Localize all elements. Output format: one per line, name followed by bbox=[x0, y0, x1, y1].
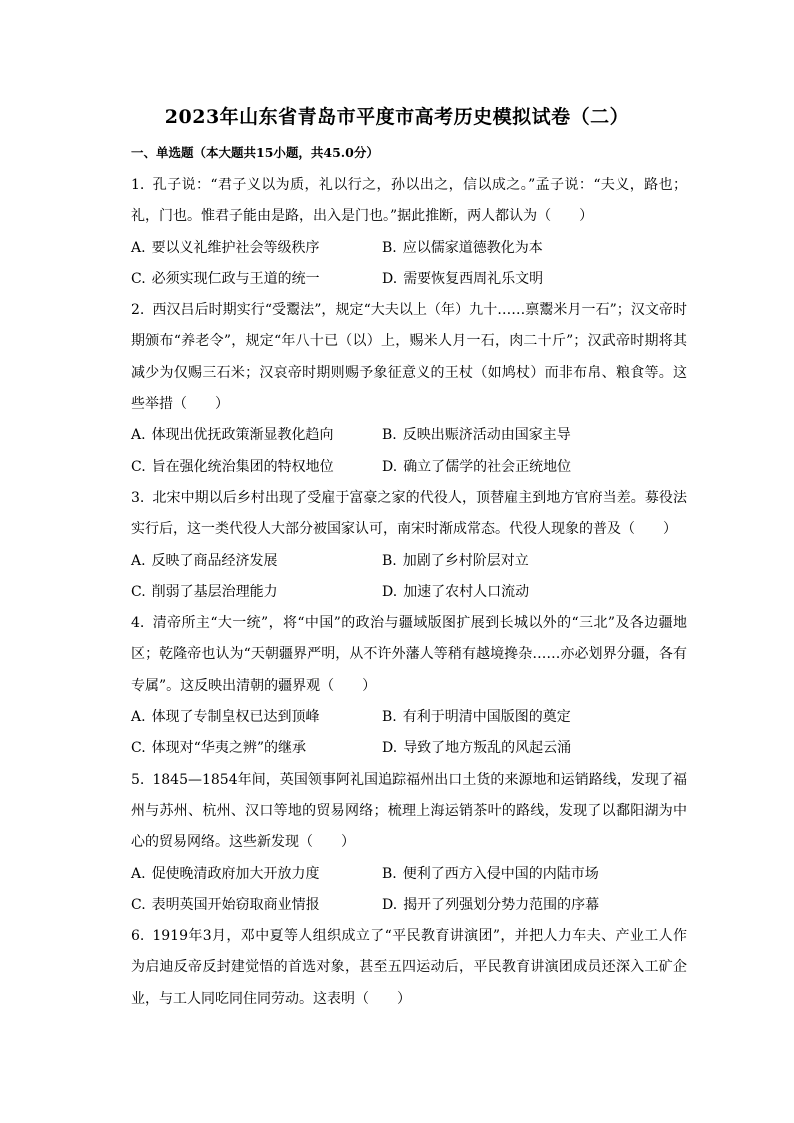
option-b bbox=[382, 702, 633, 733]
option-d bbox=[382, 577, 633, 608]
page-title: 2023年山东省青岛市平度市高考历史模拟试卷（二） bbox=[164, 106, 630, 128]
option-c bbox=[131, 733, 382, 764]
question-text: 北宋中期以后乡村出现了受雇于富豪之家的代役人，顶替雇主到地方官府当差。募役法实行后，这一类代役人大部分被国家认可，南宋时渐成常态。代役人现象的普及（ ） bbox=[131, 489, 687, 538]
question-text: 1845—1854年间，英国领事阿礼国追踪福州出口土货的来源地和运销路线，发现了福州与苏州、杭州、汉口等地的贸易网络；梳理上海运销茶叶的路线，发现了以鄱阳湖为中心的贸易网络。这些新发现（ ） bbox=[131, 771, 687, 851]
option-text: 要以义礼维护社会等级秩序 bbox=[151, 239, 320, 256]
question-number: 5. bbox=[131, 771, 145, 788]
question-1 bbox=[131, 170, 687, 295]
option-letter: A. bbox=[131, 239, 146, 256]
option-text: 促使晚清政府加大开放力度 bbox=[151, 865, 320, 882]
option-a bbox=[131, 702, 382, 733]
option-text: 需要恢复西周礼乐文明 bbox=[403, 270, 544, 287]
option-letter: D. bbox=[382, 740, 398, 757]
option-text: 加剧了乡村阶层对立 bbox=[402, 552, 529, 569]
option-a bbox=[131, 420, 382, 451]
question-stem bbox=[131, 765, 687, 859]
option-letter: B. bbox=[382, 709, 397, 726]
options bbox=[131, 233, 687, 296]
option-letter: B. bbox=[382, 865, 397, 882]
question-number: 1. bbox=[131, 177, 145, 193]
question-6 bbox=[131, 921, 687, 1015]
option-text: 旨在强化统治集团的特权地位 bbox=[151, 458, 334, 475]
question-stem bbox=[131, 295, 687, 420]
option-letter: C. bbox=[131, 896, 146, 913]
option-text: 应以儒家道德教化为本 bbox=[402, 239, 543, 256]
option-c bbox=[131, 577, 382, 608]
question-number: 3. bbox=[131, 489, 145, 506]
question-text: 西汉吕后时期实行“受鬻法”，规定“大夫以上（年）九十……禀鬻米月一石”；汉文帝时期颁布“养老令”，规定“年八十已（以）上，赐米人月一石，肉二十斤”；汉武帝时期将其减少为仅赐三石米；汉哀帝时期则赐予象征意义的王杖（如鸠杖）而非布帛、粮食等。这些举措（ ） bbox=[131, 302, 687, 413]
option-text: 反映出赈济活动由国家主导 bbox=[402, 427, 571, 444]
option-a bbox=[131, 546, 382, 577]
option-c bbox=[131, 264, 382, 295]
question-stem bbox=[131, 921, 687, 1015]
option-letter: B. bbox=[382, 552, 397, 569]
option-b bbox=[382, 859, 633, 890]
option-d bbox=[382, 890, 633, 921]
option-letter: C. bbox=[131, 583, 146, 600]
option-d bbox=[382, 264, 633, 295]
question-5 bbox=[131, 765, 687, 921]
question-2 bbox=[131, 295, 687, 483]
option-text: 反映了商品经济发展 bbox=[151, 552, 278, 569]
option-letter: C. bbox=[131, 458, 146, 475]
question-stem bbox=[131, 483, 687, 546]
option-letter: A. bbox=[131, 865, 146, 882]
option-letter: B. bbox=[382, 239, 397, 256]
option-letter: D. bbox=[382, 458, 398, 475]
option-c bbox=[131, 452, 382, 483]
option-letter: A. bbox=[131, 552, 146, 569]
option-letter: B. bbox=[382, 427, 397, 444]
question-text: 孔子说：“君子义以为质，礼以行之，孙以出之，信以成之。”孟子说：“夫义，路也；礼，门也。惟君子能由是路，出入是门也。”据此推断，两人都认为（ ） bbox=[131, 177, 687, 225]
option-b bbox=[382, 420, 633, 451]
option-letter: C. bbox=[131, 740, 146, 757]
option-a bbox=[131, 233, 382, 264]
option-text: 体现出优抚政策渐显教化趋向 bbox=[151, 427, 334, 444]
question-number: 2. bbox=[131, 302, 145, 319]
question-text: 1919年3月，邓中夏等人组织成立了“平民教育讲演团”，并把人力车夫、产业工人作为启迪反帝反封建觉悟的首选对象，甚至五四运动后，平民教育讲演团成员还深入工矿企业，与工人同吃同住同劳动。这表明（ ） bbox=[131, 928, 687, 1007]
option-text: 必须实现仁政与王道的统一 bbox=[151, 270, 320, 287]
option-a bbox=[131, 859, 382, 890]
question-text: 清帝所主“大一统”，将“中国”的政治与疆域版图扩展到长城以外的“三北”及各边疆地区；乾隆帝也认为“天朝疆界严明，从不许外藩人等稍有越境搀杂……亦必划界分疆，各有专属”。这反映出清朝的疆界观（ ） bbox=[131, 615, 687, 694]
question-number: 4. bbox=[131, 615, 145, 632]
option-text: 确立了儒学的社会正统地位 bbox=[403, 458, 572, 475]
option-text: 有利于明清中国版图的奠定 bbox=[402, 709, 571, 726]
option-text: 体现对“华夷之辨”的继承 bbox=[151, 740, 306, 757]
option-letter: C. bbox=[131, 270, 146, 287]
section-heading: 一、单选题（本大题共15小题，共45.0分） bbox=[131, 145, 379, 160]
option-text: 表明英国开始窃取商业情报 bbox=[151, 896, 320, 913]
option-b bbox=[382, 233, 633, 264]
option-c bbox=[131, 890, 382, 921]
option-b bbox=[382, 546, 633, 577]
options bbox=[131, 546, 687, 609]
option-text: 导致了地方叛乱的风起云涌 bbox=[403, 740, 572, 757]
question-stem bbox=[131, 170, 687, 233]
question-4 bbox=[131, 608, 687, 764]
question-number: 6. bbox=[131, 928, 145, 945]
option-letter: A. bbox=[131, 709, 146, 726]
option-text: 加速了农村人口流动 bbox=[403, 583, 530, 600]
option-d bbox=[382, 452, 633, 483]
question-3 bbox=[131, 483, 687, 608]
options bbox=[131, 420, 687, 483]
option-letter: D. bbox=[382, 583, 398, 600]
option-text: 便利了西方入侵中国的内陆市场 bbox=[402, 865, 599, 882]
question-list bbox=[131, 170, 687, 1015]
option-text: 揭开了列强划分势力范围的序幕 bbox=[403, 896, 600, 913]
options bbox=[131, 859, 687, 922]
option-text: 削弱了基层治理能力 bbox=[151, 583, 278, 600]
option-letter: D. bbox=[382, 270, 398, 287]
options bbox=[131, 702, 687, 765]
option-text: 体现了专制皇权已达到顶峰 bbox=[151, 709, 320, 726]
option-letter: D. bbox=[382, 896, 398, 913]
option-d bbox=[382, 733, 633, 764]
option-letter: A. bbox=[131, 427, 146, 444]
question-stem bbox=[131, 608, 687, 702]
